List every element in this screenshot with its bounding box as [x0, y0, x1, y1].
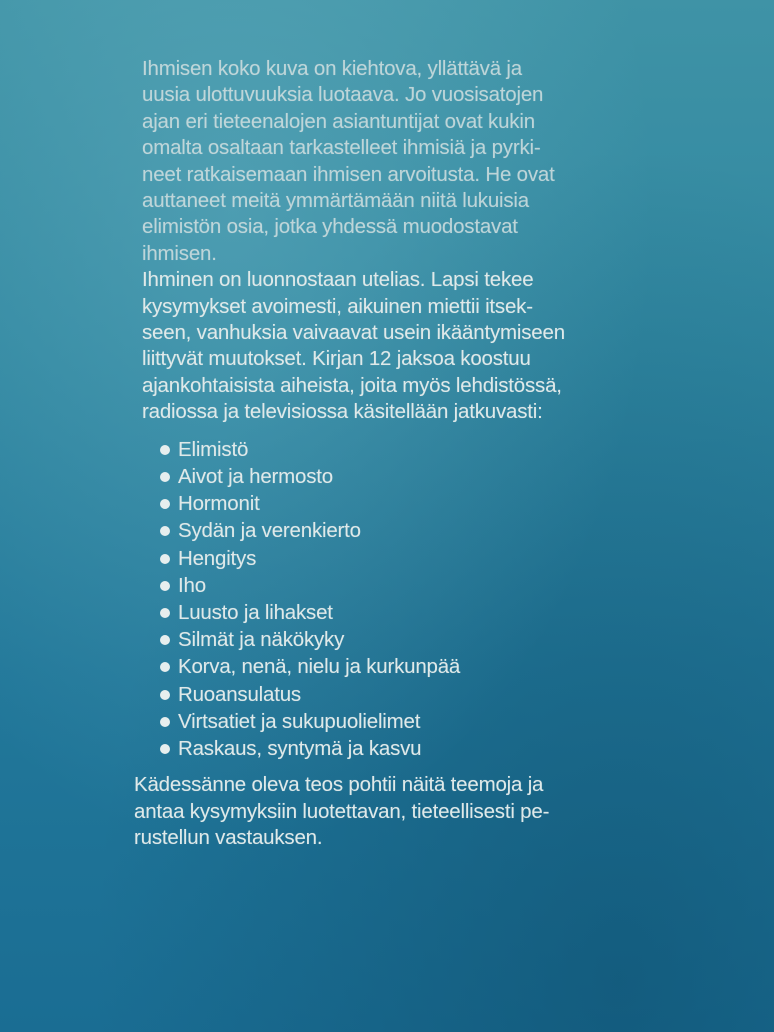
bullet-icon	[160, 581, 170, 591]
topic-item	[160, 572, 632, 599]
topic-item	[160, 490, 632, 517]
bullet-icon	[160, 554, 170, 564]
intro-line: auttaneet meitä ymmärtämään niitä lukuisia	[142, 189, 529, 213]
bullet-icon	[160, 635, 170, 645]
topic-item	[160, 708, 632, 735]
curiosity-line: radiossa ja televisiossa käsitellään jatkuvasti:	[142, 400, 543, 424]
bullet-icon	[160, 445, 170, 455]
topic-item	[160, 626, 632, 653]
topic-item	[160, 681, 632, 708]
curiosity-line: kysymykset avoimesti, aikuinen miettii itsek-	[142, 294, 533, 318]
bullet-icon	[160, 608, 170, 618]
intro-line: Ihmisen koko kuva on kiehtova, yllättävä ja	[142, 57, 522, 80]
topic-label: Elimistö	[178, 437, 249, 461]
intro-line: elimistön osia, jotka yhdessä muodostavat	[142, 215, 518, 239]
bullet-icon	[160, 744, 170, 754]
intro-line: neet ratkaisemaan ihmisen arvoitusta. He ovat	[142, 162, 555, 186]
topic-item	[160, 436, 632, 463]
bullet-icon	[160, 662, 170, 672]
topic-label: Virtsatiet ja sukupuolielimet	[178, 709, 421, 733]
topic-item	[160, 517, 632, 544]
topic-label: Raskaus, syntymä ja kasvu	[178, 736, 422, 760]
topic-label: Silmät ja näkökyky	[178, 628, 345, 652]
topic-label: Aivot ja hermosto	[178, 464, 333, 488]
topic-item	[160, 545, 632, 572]
closing-paragraph	[134, 772, 614, 851]
topic-item	[160, 463, 632, 490]
closing-line: Kädessänne oleva teos pohtii näitä teemoja ja	[134, 773, 544, 797]
topic-label: Luusto ja lihakset	[178, 600, 333, 624]
bullet-icon	[160, 717, 170, 727]
topic-list	[160, 436, 632, 762]
topic-label: Korva, nenä, nielu ja kurkunpää	[178, 655, 461, 679]
topic-label: Hormonit	[178, 492, 260, 516]
blurb-text-block	[134, 56, 632, 851]
bullet-icon	[160, 472, 170, 482]
curiosity-line: liittyvät muutokset. Kirjan 12 jaksoa koostuu	[142, 347, 531, 371]
topic-item	[160, 735, 632, 762]
curiosity-line: ajankohtaisista aiheista, joita myös lehdistössä,	[142, 373, 562, 397]
topic-item	[160, 599, 632, 626]
curiosity-line: Ihminen on luonnostaan utelias. Lapsi tekee	[142, 268, 534, 292]
intro-line: ihmisen.	[142, 241, 217, 265]
topic-label: Sydän ja verenkierto	[178, 519, 361, 543]
topic-label: Hengitys	[178, 546, 257, 570]
intro-line: omalta osaltaan tarkastelleet ihmisiä ja pyrki-	[142, 136, 541, 160]
closing-line: rustellun vastauksen.	[134, 825, 323, 849]
curiosity-paragraph	[142, 267, 632, 425]
closing-line: antaa kysymyksiin luotettavan, tieteellisesti pe-	[134, 799, 550, 823]
topic-label: Ruoansulatus	[178, 682, 301, 706]
bullet-icon	[160, 499, 170, 509]
intro-line: uusia ulottuvuuksia luotaava. Jo vuosisatojen	[142, 83, 544, 107]
topic-item	[160, 653, 632, 680]
intro-line: ajan eri tieteenalojen asiantuntijat ovat kukin	[142, 109, 535, 133]
topic-label: Iho	[178, 573, 206, 597]
bullet-icon	[160, 526, 170, 536]
intro-paragraph	[142, 56, 632, 267]
bullet-icon	[160, 690, 170, 700]
curiosity-line: seen, vanhuksia vaivaavat usein ikääntymiseen	[142, 321, 565, 345]
